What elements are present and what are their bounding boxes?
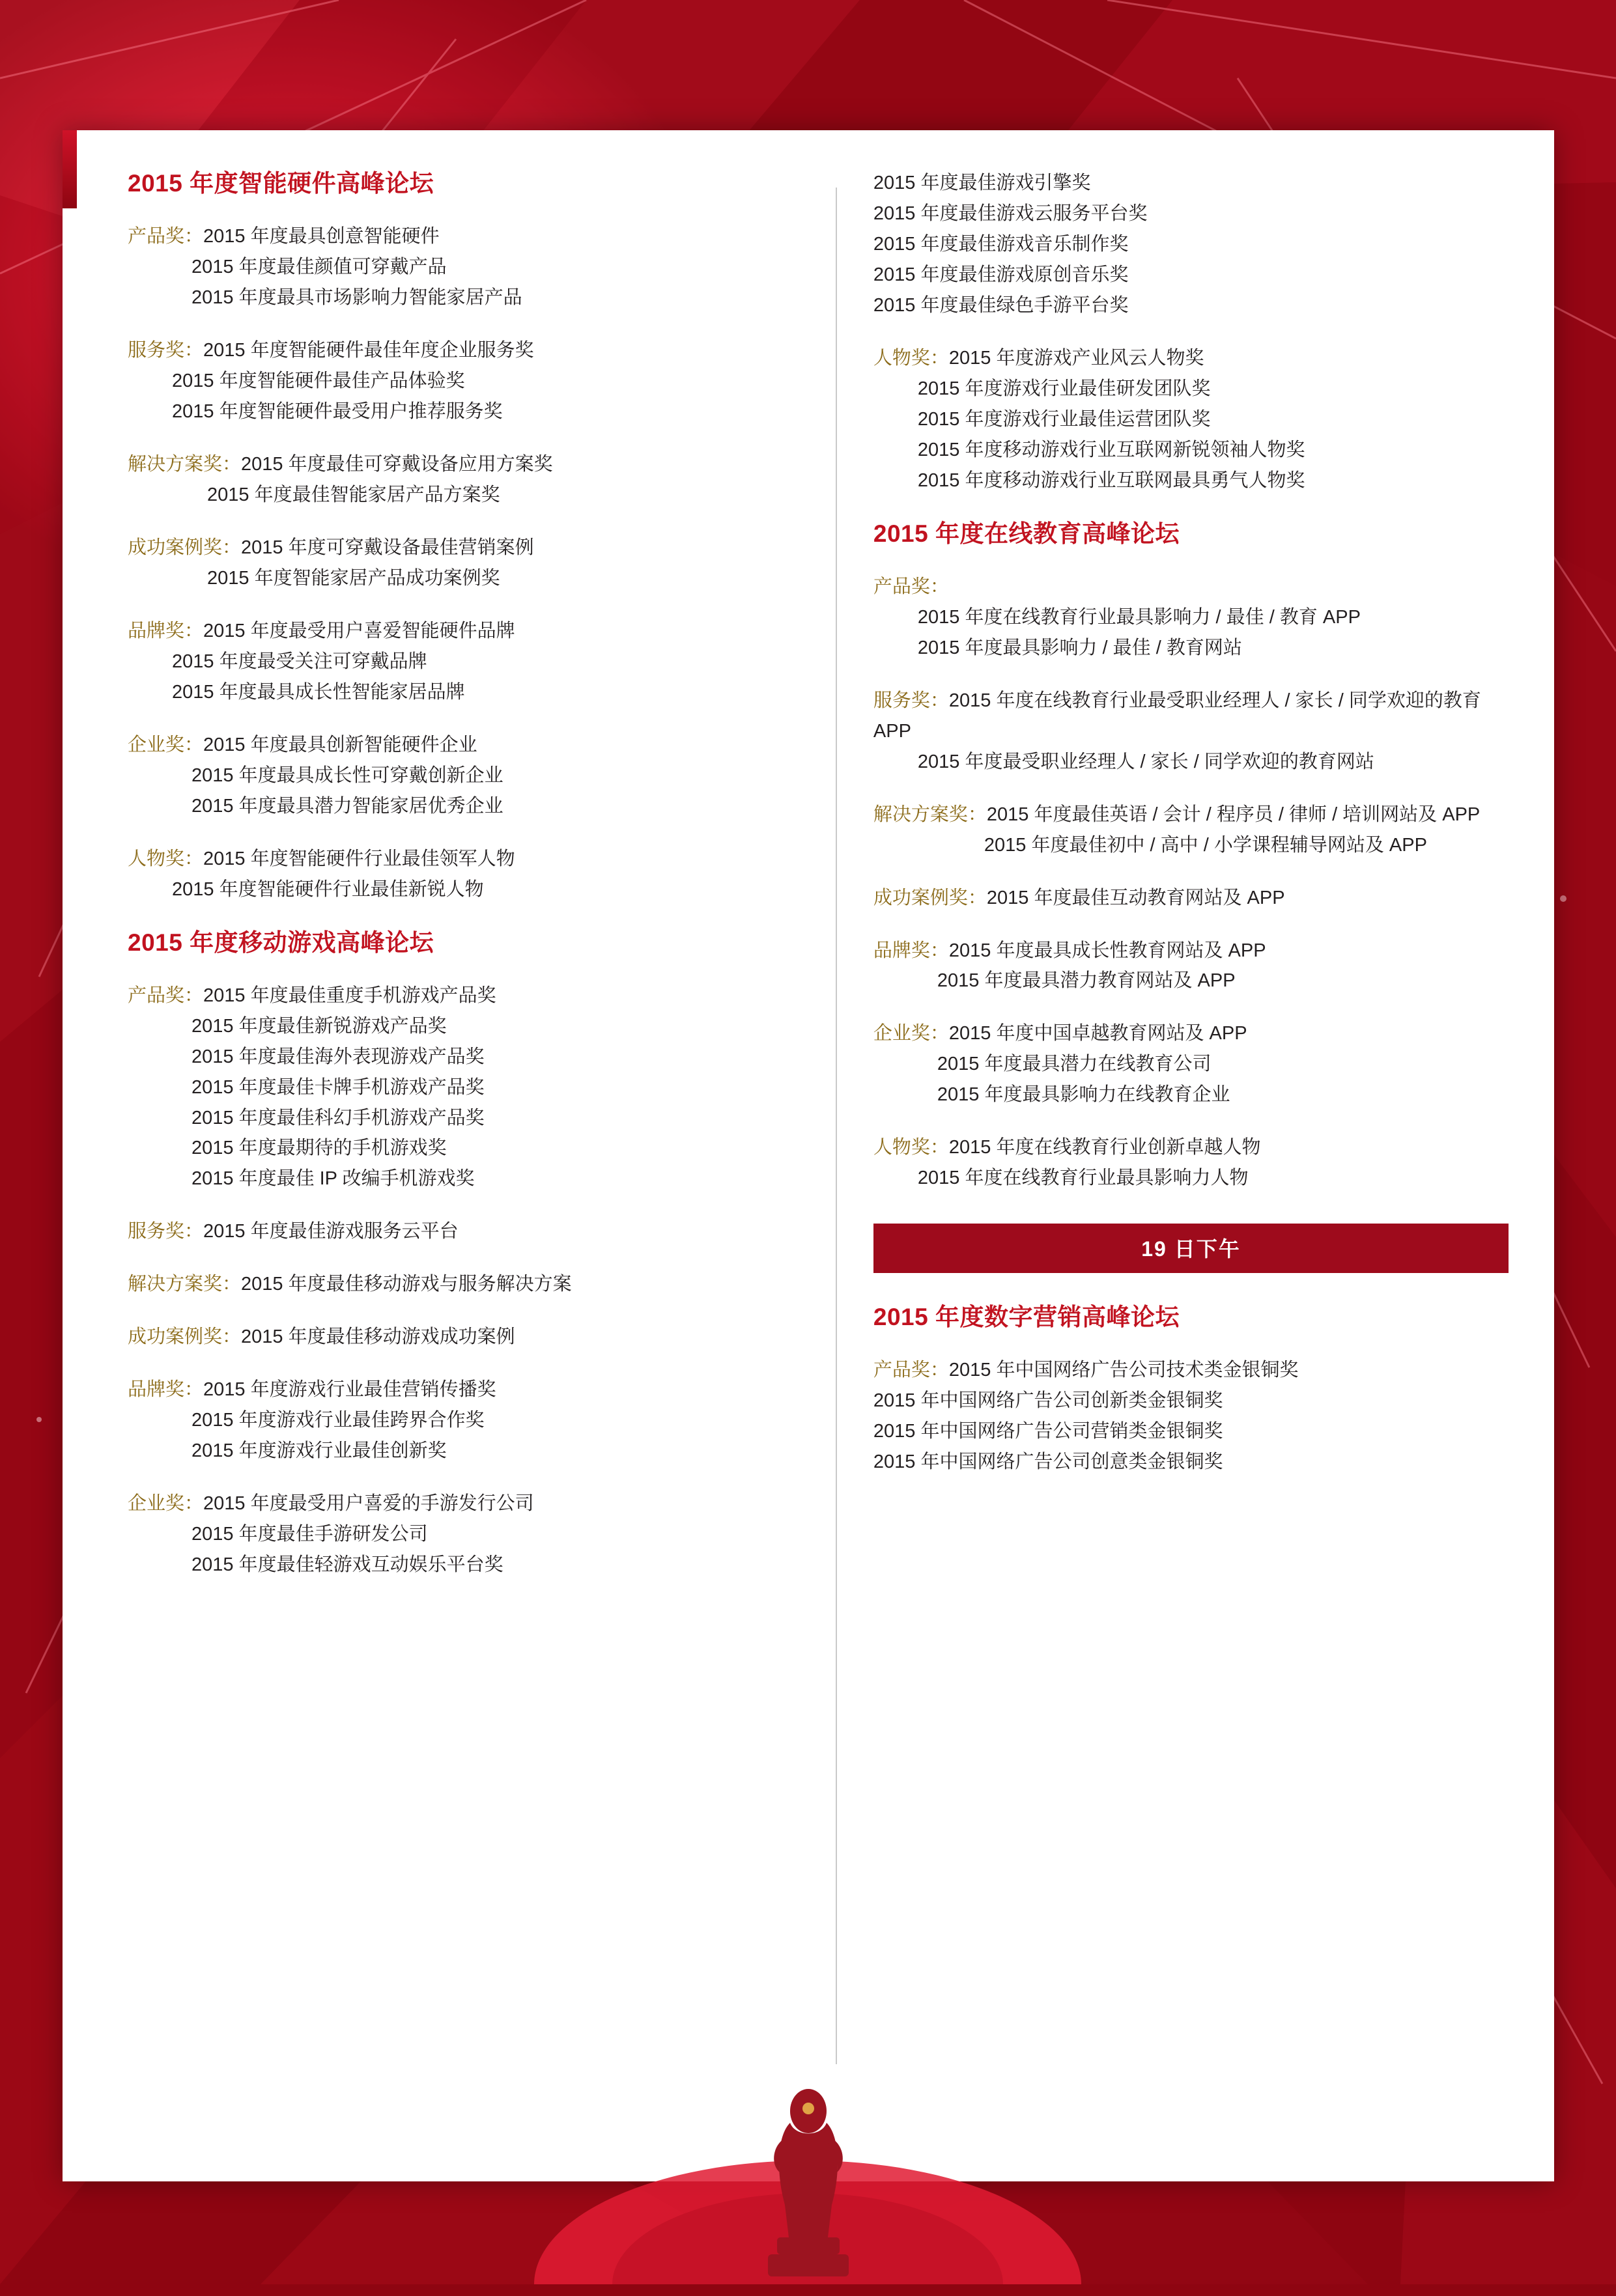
award-line: 2015 年度在线教育行业最具影响力人物 xyxy=(917,1168,1249,1189)
award-line: 2015 年中国网络广告公司营销类金银铜奖 xyxy=(873,1421,1223,1442)
award-line: 2015 年度游戏行业最佳运营团队奖 xyxy=(917,408,1211,430)
award-line: 2015 年度最佳科幻手机游戏产品奖 xyxy=(191,1107,485,1128)
award-group-solution xyxy=(128,449,801,511)
award-group-person xyxy=(873,343,1509,496)
award-line xyxy=(873,883,1509,914)
award-line: 2015 年度最佳 IP 改编手机游戏奖 xyxy=(191,1168,475,1190)
award-line: 2015 年度最佳初中 / 高中 / 小学课程辅导网站及 APP xyxy=(984,834,1427,856)
award-group-product xyxy=(873,572,1509,664)
award-label: 成功案例奖： xyxy=(873,887,987,908)
award-group-person xyxy=(128,844,801,905)
section-title-mobile-game: 2015 年度移动游戏高峰论坛 xyxy=(128,929,434,956)
award-line: 2015 年度最佳轻游戏互动娱乐平台奖 xyxy=(191,1554,503,1576)
award-line: 2015 年度最具潜力教育网站及 APP xyxy=(937,970,1236,992)
award-label: 成功案例奖： xyxy=(128,537,242,558)
award-label: 企业奖： xyxy=(873,1023,949,1044)
award-label: 解决方案奖： xyxy=(128,453,242,475)
award-group-brand xyxy=(128,616,801,708)
award-label: 人物奖： xyxy=(873,1137,949,1158)
section-title-digital-marketing: 2015 年度数字营销高峰论坛 xyxy=(873,1304,1180,1331)
award-line xyxy=(873,572,1509,602)
award-text: 2015 年度最佳游戏服务云平台 xyxy=(203,1221,459,1242)
award-line: 2015 年度最受关注可穿戴品牌 xyxy=(172,651,427,672)
award-text: 2015 年度最受用户喜爱智能硬件品牌 xyxy=(203,620,515,641)
award-group-case xyxy=(128,533,801,594)
award-text: 2015 年度最佳重度手机游戏产品奖 xyxy=(203,985,496,1006)
award-text: 2015 年度游戏产业风云人物奖 xyxy=(948,347,1204,369)
award-group-case xyxy=(128,1322,801,1352)
award-text: 2015 年度最具创意智能硬件 xyxy=(203,226,440,247)
award-line: 2015 年度最佳智能家居产品方案奖 xyxy=(207,484,500,505)
award-line: 2015 年度最具影响力在线教育企业 xyxy=(937,1084,1230,1106)
award-group-solution xyxy=(873,800,1509,861)
award-label: 产品奖： xyxy=(128,985,204,1006)
award-group-enterprise xyxy=(128,1489,801,1580)
award-line: 2015 年度最佳游戏原创音乐奖 xyxy=(873,264,1129,285)
award-line: 2015 年中国网络广告公司创意类金银铜奖 xyxy=(873,1451,1223,1473)
document-page xyxy=(63,130,1554,2181)
award-label: 产品奖： xyxy=(873,1360,949,1381)
award-label: 企业奖： xyxy=(128,1493,204,1515)
award-group-game-continued xyxy=(873,168,1509,321)
award-line: 2015 年度最佳游戏云服务平台奖 xyxy=(873,203,1148,224)
award-text: 2015 年度最具创新智能硬件企业 xyxy=(203,734,477,755)
award-line: 2015 年度最佳海外表现游戏产品奖 xyxy=(191,1046,485,1067)
award-group-solution xyxy=(128,1269,801,1300)
award-text: 2015 年度智能硬件行业最佳领军人物 xyxy=(203,848,515,869)
award-text: 2015 年度最佳移动游戏成功案例 xyxy=(241,1326,515,1348)
award-group-brand xyxy=(128,1375,801,1466)
award-label: 服务奖： xyxy=(128,1221,204,1242)
award-line: 2015 年度最具市场影响力智能家居产品 xyxy=(191,287,522,309)
award-line: 2015 年度最具成长性智能家居品牌 xyxy=(172,681,465,703)
award-line xyxy=(128,844,801,875)
award-label: 成功案例奖： xyxy=(128,1326,242,1348)
award-text: 2015 年度在线教育行业创新卓越人物 xyxy=(948,1137,1261,1158)
award-line xyxy=(873,1018,1509,1049)
award-label: 解决方案奖： xyxy=(128,1274,242,1295)
award-text: 2015 年度最佳可穿戴设备应用方案奖 xyxy=(241,453,553,475)
award-line xyxy=(128,1216,801,1247)
award-line: 2015 年度智能家居产品成功案例奖 xyxy=(207,567,500,589)
award-line: 2015 年度最佳绿色手游平台奖 xyxy=(873,294,1129,316)
award-group-service xyxy=(128,335,801,427)
award-group-service xyxy=(128,1216,801,1247)
right-column xyxy=(837,168,1509,2155)
award-line xyxy=(128,449,801,480)
award-line xyxy=(128,981,801,1011)
award-text: 2015 年度最受用户喜爱的手游发行公司 xyxy=(203,1493,534,1515)
award-line: 2015 年度最具潜力在线教育公司 xyxy=(937,1054,1212,1075)
award-label: 解决方案奖： xyxy=(873,804,987,825)
award-line xyxy=(128,1489,801,1519)
award-line: 2015 年度最受职业经理人 / 家长 / 同学欢迎的教育网站 xyxy=(917,751,1374,772)
award-text: 2015 年度智能硬件最佳年度企业服务奖 xyxy=(203,340,534,361)
award-line: 2015 年度最期待的手机游戏奖 xyxy=(191,1138,447,1159)
award-line: 2015 年度最具潜力智能家居优秀企业 xyxy=(191,795,503,817)
award-line: 2015 年度最具影响力 / 最佳 / 教育网站 xyxy=(917,637,1242,658)
award-text: 2015 年度可穿戴设备最佳营销案例 xyxy=(241,537,534,558)
award-line xyxy=(128,1322,801,1352)
award-line: 2015 年度游戏行业最佳研发团队奖 xyxy=(917,378,1211,399)
award-line: 2015 年度智能硬件最受用户推荐服务奖 xyxy=(172,400,503,422)
award-label: 品牌奖： xyxy=(128,1379,204,1401)
award-line xyxy=(873,1132,1509,1163)
award-line: 2015 年度智能硬件行业最佳新锐人物 xyxy=(172,878,484,900)
award-text: 2015 年中国网络广告公司技术类金银铜奖 xyxy=(948,1360,1299,1381)
award-text: 2015 年度最佳英语 / 会计 / 程序员 / 律师 / 培训网站及 APP xyxy=(986,804,1481,825)
award-group-brand xyxy=(873,936,1509,997)
award-line xyxy=(873,686,1509,747)
award-line: 2015 年度最佳卡牌手机游戏产品奖 xyxy=(191,1076,485,1098)
left-column xyxy=(128,168,836,2155)
award-line: 2015 年中国网络广告公司创新类金银铜奖 xyxy=(873,1390,1223,1412)
award-line: 2015 年度最佳颜值可穿戴产品 xyxy=(191,257,447,278)
award-group-enterprise xyxy=(873,1018,1509,1110)
award-text: 2015 年度在线教育行业最受职业经理人 / 家长 / 同学欢迎的教育 APP xyxy=(873,690,1481,742)
award-line xyxy=(128,1375,801,1405)
award-line: 2015 年度最佳游戏引擎奖 xyxy=(873,173,1091,193)
award-label: 品牌奖： xyxy=(873,940,949,961)
award-group-person xyxy=(873,1132,1509,1194)
award-line xyxy=(128,616,801,647)
award-text: 2015 年度最佳移动游戏与服务解决方案 xyxy=(241,1274,572,1295)
award-label: 产品奖： xyxy=(128,226,204,247)
award-group-enterprise xyxy=(128,730,801,822)
award-line: 2015 年度最佳游戏音乐制作奖 xyxy=(873,233,1129,255)
award-line: 2015 年度最具成长性可穿戴创新企业 xyxy=(191,764,503,786)
award-label: 人物奖： xyxy=(128,848,204,869)
award-line: 2015 年度智能硬件最佳产品体验奖 xyxy=(172,370,465,391)
award-text: 2015 年度最具成长性教育网站及 APP xyxy=(948,940,1266,961)
award-label: 服务奖： xyxy=(128,340,204,361)
award-line xyxy=(128,221,801,252)
award-line xyxy=(128,1269,801,1300)
award-line xyxy=(873,800,1509,830)
section-title-smart-hardware: 2015 年度智能硬件高峰论坛 xyxy=(128,170,434,197)
award-line xyxy=(128,335,801,366)
award-line: 2015 年度游戏行业最佳跨界合作奖 xyxy=(191,1410,485,1431)
award-line xyxy=(128,533,801,563)
award-label: 品牌奖： xyxy=(128,620,204,641)
award-line xyxy=(128,730,801,761)
section-title-online-education: 2015 年度在线教育高峰论坛 xyxy=(873,520,1180,547)
award-line: 2015 年度最佳手游研发公司 xyxy=(191,1524,428,1545)
award-line: 2015 年度游戏行业最佳创新奖 xyxy=(191,1440,447,1462)
award-group-product xyxy=(873,1355,1509,1477)
award-line xyxy=(873,1355,1509,1386)
award-group-product xyxy=(128,221,801,313)
award-group-case xyxy=(873,883,1509,914)
award-line: 2015 年度移动游戏行业互联网新锐领袖人物奖 xyxy=(917,439,1305,460)
award-text: 2015 年度最佳互动教育网站及 APP xyxy=(986,887,1285,908)
day-banner: 19 日下午 xyxy=(873,1224,1509,1273)
award-label: 企业奖： xyxy=(128,734,204,755)
award-line: 2015 年度最佳新锐游戏产品奖 xyxy=(191,1015,447,1037)
award-group-service xyxy=(873,686,1509,777)
award-label: 服务奖： xyxy=(873,690,949,711)
award-line: 2015 年度移动游戏行业互联网最具勇气人物奖 xyxy=(917,469,1305,491)
award-label: 人物奖： xyxy=(873,347,949,369)
award-label: 产品奖： xyxy=(873,576,949,597)
award-group-product xyxy=(128,981,801,1195)
award-line xyxy=(873,343,1509,374)
award-text: 2015 年度中国卓越教育网站及 APP xyxy=(948,1023,1247,1044)
award-line: 2015 年度在线教育行业最具影响力 / 最佳 / 教育 APP xyxy=(917,606,1361,628)
award-text: 2015 年度游戏行业最佳营销传播奖 xyxy=(203,1379,496,1401)
award-line xyxy=(873,936,1509,966)
